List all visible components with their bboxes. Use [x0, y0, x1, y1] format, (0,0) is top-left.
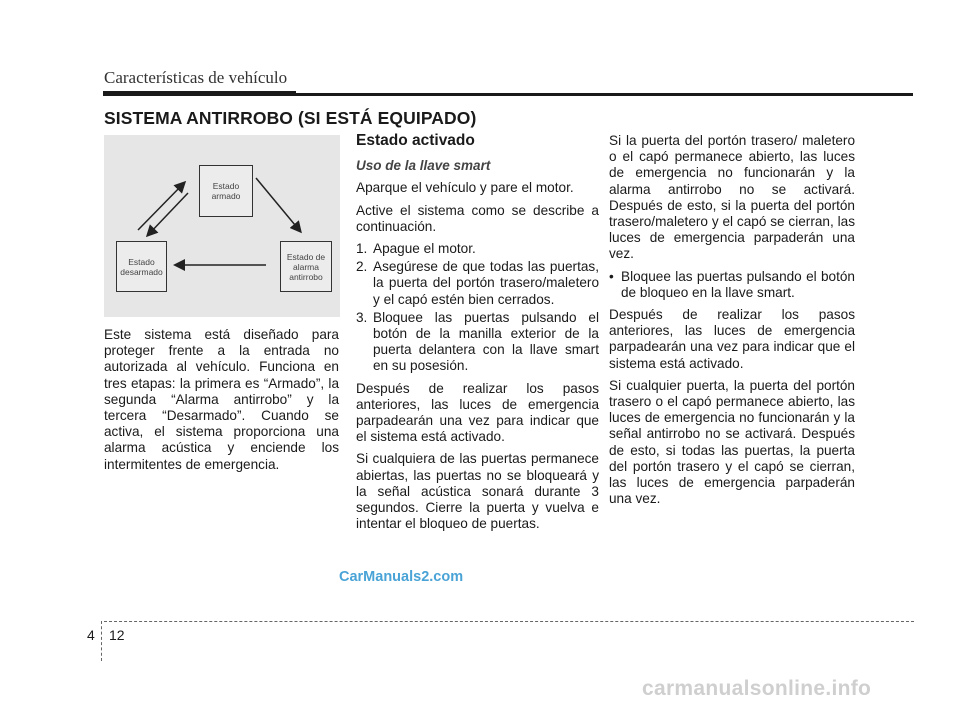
- chapter-number: 4: [87, 627, 95, 643]
- state-desarmado-label: Estado desarmado: [120, 256, 163, 277]
- watermark-logo: CarManuals2.com: [339, 569, 464, 585]
- paragraph: Si cualquiera de las puertas permanece abiertas, las puertas no se bloqueará y la señal acústica sonará durante 3 segundos. Cierre la puerta y vuelva e intentar el bloqueo de puertas.: [356, 451, 599, 532]
- step-text: Asegúrese de que todas las puertas, la puerta del portón trasero/maletero y el capó estén bien cerrados.: [373, 259, 599, 307]
- step-number: 1.: [356, 241, 368, 257]
- step-item: [356, 241, 599, 257]
- chapter-title: Características de vehículo: [104, 68, 288, 87]
- bullet-text: Bloquee las puertas pulsando el botón de bloqueo en la llave smart.: [621, 268, 855, 300]
- paragraph: Si la puerta del portón trasero/ maletero o el capó permanece abierto, las luces de emergencia no funcionarán y la alarma antirrobo no se activará. Después de esto, si la puerta del portón trasero/maletero y el capó se cierran, las luces de emergencia parpaderán una vez.: [609, 133, 855, 262]
- step-number: 2.: [356, 259, 368, 275]
- state-alarma-box: [280, 241, 332, 292]
- state-armado-box: [199, 165, 253, 217]
- column-2: [356, 133, 599, 538]
- site-watermark: carmanualsonline.info: [642, 677, 872, 700]
- paragraph: Después de realizar los pasos anteriores, las luces de emergencia parpadearán una vez para indicar que el sistema está activado.: [609, 307, 855, 371]
- arrow-desarmado-to-armado: [138, 183, 184, 230]
- section-title: SISTEMA ANTIRROBO (SI ESTÁ EQUIPADO): [104, 108, 477, 128]
- intro-paragraph: Este sistema está diseñado para proteger frente a la entrada no autorizada al vehículo. Funciona en tres etapas: la primera es “Armado”, la segunda “Alarma antirrobo” y la tercera “Desarmado”. Cuando se activa, el sistema proporciona una alarma acústica y enciende los intermitentes de emergencia.: [104, 327, 339, 472]
- bullet-item: [609, 269, 855, 301]
- paragraph: Active el sistema como se describe a continuación.: [356, 202, 599, 234]
- step-text: Apague el motor.: [373, 241, 476, 257]
- column-3: [609, 133, 855, 513]
- state-diagram: [104, 135, 340, 317]
- state-alarma-label: Estado de alarma antirrobo: [286, 251, 326, 282]
- paragraph: Después de realizar los pasos anteriores, las luces de emergencia parpadearán una vez para indicar que el sistema está activado.: [356, 380, 599, 445]
- step-item: [356, 259, 599, 308]
- paragraph: Aparque el vehículo y pare el motor.: [356, 180, 574, 196]
- step-item: [356, 310, 599, 375]
- step-text: Bloquee las puertas pulsando el botón de la manilla exterior de la puerta delantera con la llave smart en su posesión.: [373, 309, 599, 374]
- state-desarmado-box: [116, 241, 167, 292]
- arrow-armado-to-alarma: [256, 178, 300, 231]
- step-number: 3.: [356, 309, 368, 325]
- heading-estado-activado: Estado activado: [356, 132, 475, 149]
- footer-divider: [104, 621, 914, 622]
- footer-vertical-divider: [101, 621, 102, 661]
- bullet-symbol: •: [609, 268, 614, 284]
- header-rule: [103, 93, 913, 96]
- subheading-llave-smart: Uso de la llave smart: [356, 158, 491, 174]
- state-armado-label: Estado armado: [211, 181, 241, 201]
- column-1: [104, 327, 339, 479]
- paragraph: Si cualquier puerta, la puerta del portón trasero o el capó permanece abierto, las luces de emergencia no funcionarán y la señal antirrobo no se activará. Después de esto, si todas las puertas, la puerta del portón trasero y el capó se cierran, las luces de emergencia parpaderán una vez.: [609, 377, 855, 507]
- page-number: 12: [109, 627, 125, 643]
